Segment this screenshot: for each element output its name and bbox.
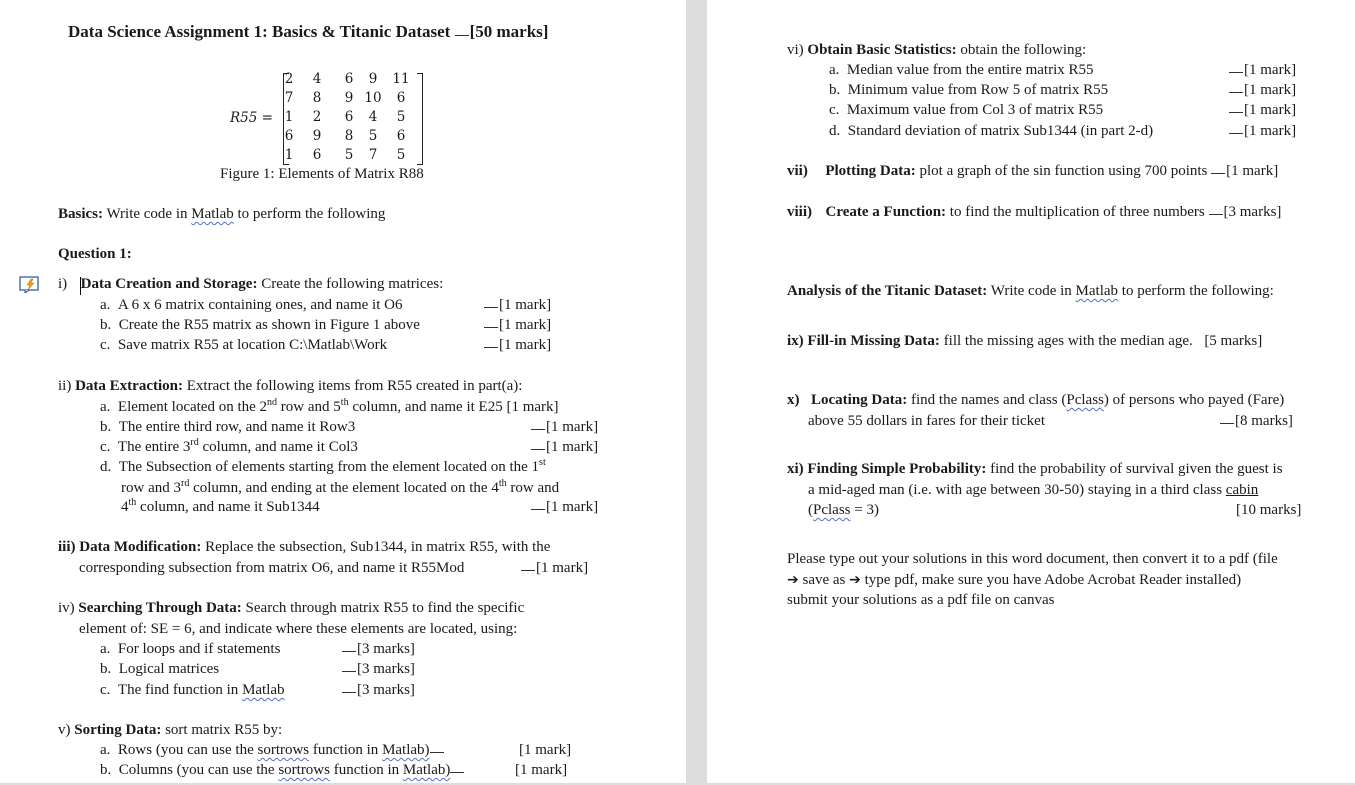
question-heading: Question 1: (58, 246, 132, 262)
item-letter: a. (100, 641, 111, 657)
question-text: fill the missing ages with the median age. (943, 333, 1193, 349)
item-mark: [1 mark] (484, 295, 551, 315)
question-number: ii) (58, 378, 72, 394)
question-text (808, 500, 879, 520)
titanic-label: Analysis of the Titanic Dataset: (787, 283, 988, 299)
question-text: Search through matrix R55 to find the specific (245, 600, 525, 616)
item-text: Rows (you can use the (117, 742, 254, 758)
submission-text: submit your solutions as a pdf file on canvas (787, 592, 1055, 608)
spell-flag-pclass: Pclass (1066, 392, 1104, 408)
item-letter: b. (829, 82, 841, 98)
question-viii (787, 202, 1281, 222)
question-v (58, 720, 282, 740)
title-marks: [50 marks] (455, 22, 549, 42)
item-letter: b. (100, 317, 112, 333)
question-text: plot a graph of the sin function using 700 points (919, 163, 1208, 179)
titanic-text: to perform the following: (1121, 283, 1274, 299)
title-text: Data Science Assignment 1: Basics & Titanic Dataset (68, 22, 451, 41)
spell-flag-matlab: Matlab (1075, 283, 1119, 299)
matrix-r55 (283, 71, 423, 167)
item-text: Columns (you can use the (118, 762, 275, 778)
list-item-continued (121, 497, 320, 517)
spell-flag-matlab: Matlab (191, 206, 234, 222)
item-text: row and 3 (121, 480, 181, 496)
matrix-cell: 6 (396, 90, 406, 106)
document-page-right (707, 0, 1355, 783)
question-text: obtain the following: (960, 42, 1087, 58)
question-text: sort matrix R55 by: (165, 722, 283, 738)
question-label: Finding Simple Probability: (807, 461, 987, 477)
item-mark: [1 mark] (531, 417, 598, 437)
matrix-row (283, 128, 423, 148)
list-item (100, 639, 280, 659)
matrix-cell: 5 (396, 147, 406, 163)
item-letter: b. (100, 419, 112, 435)
question-xi (787, 459, 1283, 479)
question-number: x) (787, 392, 800, 408)
item-text: A 6 x 6 matrix containing ones, and name it O6 (117, 297, 403, 313)
item-text: Element located on the 2 (117, 399, 268, 415)
matrix-cell: 6 (396, 128, 406, 144)
question-label: Obtain Basic Statistics: (807, 42, 957, 58)
item-mark: [5 marks] (1204, 333, 1263, 349)
item-mark: [3 marks] (342, 680, 415, 700)
item-text: column, and name it Sub1344 (136, 499, 320, 515)
question-text: above 55 dollars in fares for their ticket (808, 413, 1045, 429)
item-text: Logical matrices (118, 661, 220, 677)
titanic-intro (787, 281, 1274, 301)
list-item (100, 295, 402, 315)
matrix-cell: 5 (368, 128, 378, 144)
question-iii (58, 537, 550, 557)
item-text: function in (312, 742, 379, 758)
superscript: th (128, 497, 137, 508)
item-letter: b. (100, 762, 112, 778)
list-item (829, 121, 1153, 141)
matrix-cell: 6 (344, 109, 354, 125)
item-text: row and 5 (277, 399, 341, 415)
item-text: Create the R55 matrix as shown in Figure 1 above (118, 317, 420, 333)
question-number: v) (58, 722, 71, 738)
item-mark: [1 mark] (1229, 80, 1296, 100)
item-text: column, and name it Col3 (198, 439, 358, 455)
matrix-cell: 9 (344, 90, 354, 106)
question-label: Sorting Data: (74, 722, 162, 738)
list-item (100, 397, 559, 417)
superscript: st (539, 457, 546, 468)
assignment-title (68, 22, 548, 42)
matrix-cell: 1 (284, 109, 294, 125)
question-text: ) of persons who payed (Fare) (1103, 392, 1285, 408)
item-mark: [1 mark] (521, 558, 588, 578)
item-mark: [10 marks] (1236, 502, 1302, 518)
comment-icon[interactable] (19, 276, 39, 293)
submission-text (787, 570, 1241, 590)
spell-flag-matlab: Matlab (242, 682, 285, 698)
question-label: Data Creation and Storage: (80, 276, 258, 292)
list-item (100, 659, 219, 679)
question-label: Data Extraction: (75, 378, 183, 394)
item-letter: b. (100, 661, 112, 677)
question-text: Extract the following items from R55 created in part(a): (186, 378, 523, 394)
question-label: Locating Data: (811, 392, 908, 408)
item-mark: [1 mark] (1211, 161, 1278, 181)
item-mark: [3 marks] (1209, 202, 1282, 222)
question-label: Data Modification: (79, 539, 202, 555)
list-item (100, 740, 444, 760)
item-letter: a. (829, 62, 840, 78)
spell-flag-sortrows: sortrows (278, 762, 330, 778)
question-vi (787, 40, 1086, 60)
question-label: Plotting Data: (825, 163, 916, 179)
list-item (100, 417, 355, 437)
underlined-word: cabin (1225, 482, 1259, 498)
question-label: Create a Function: (825, 204, 947, 220)
item-mark: [1 mark] (484, 315, 551, 335)
matrix-cell: 2 (312, 109, 322, 125)
question-number: ix) (787, 333, 804, 349)
item-mark: [3 marks] (342, 639, 415, 659)
item-text: row and (506, 480, 560, 496)
question-number: xi) (787, 461, 804, 477)
item-mark: [1 mark] (1229, 121, 1296, 141)
item-mark: [1 mark] (1229, 60, 1296, 80)
matrix-cell: 8 (344, 128, 354, 144)
list-item (100, 315, 420, 335)
question-label: Searching Through Data: (78, 600, 242, 616)
matrix-cell: 6 (284, 128, 294, 144)
matrix-cell: 6 (344, 71, 354, 87)
list-item (829, 80, 1108, 100)
matrix-cell: 4 (368, 109, 378, 125)
superscript: rd (181, 478, 190, 489)
question-number: vi) (787, 42, 804, 58)
list-item (100, 437, 358, 457)
spell-flag-pclass: Pclass (813, 502, 851, 518)
item-text: For loops and if statements (117, 641, 281, 657)
item-mark: [1 mark] (1229, 100, 1296, 120)
item-letter: d. (100, 459, 112, 475)
question-iv (58, 598, 524, 618)
item-letter: d. (829, 123, 841, 139)
matrix-cell: 10 (364, 90, 382, 106)
matrix-row (283, 90, 423, 110)
question-ii (58, 376, 522, 396)
item-letter: c. (100, 682, 111, 698)
basics-label: Basics: (58, 206, 103, 222)
list-item (100, 680, 285, 700)
arrow-right-icon: ➔ (849, 572, 861, 588)
question-number: vii) (787, 163, 808, 179)
question-text: element of: SE = 6, and indicate where these elements are located, using: (79, 621, 518, 637)
matrix-cell: 1 (284, 147, 294, 163)
question-number: i) (58, 276, 68, 292)
matrix-row (283, 71, 423, 91)
basics-text: Write code in (106, 206, 188, 222)
question-number: iii) (58, 539, 76, 555)
item-letter: a. (100, 742, 111, 758)
list-item (100, 335, 387, 355)
basics-intro (58, 204, 385, 224)
item-text: The entire third row, and name it Row3 (118, 419, 356, 435)
item-mark: [1 mark] (531, 497, 598, 517)
item-text: column, and ending at the element located on the 4 (189, 480, 499, 496)
matrix-cell: 5 (396, 109, 406, 125)
question-number: iv) (58, 600, 75, 616)
question-x (787, 390, 1284, 410)
list-item-continued (121, 478, 559, 498)
matrix-cell: 11 (392, 71, 410, 87)
item-text: The entire 3 (117, 439, 191, 455)
item-letter: a. (100, 399, 111, 415)
matrix-row (283, 109, 423, 129)
item-letter: c. (100, 337, 111, 353)
submission-text: Please type out your solutions in this word document, then convert it to a pdf (file (787, 551, 1278, 567)
question-text: to find the multiplication of three numbers (949, 204, 1205, 220)
item-mark: [1 mark] (515, 762, 568, 778)
spell-flag-matlab: Matlab) (402, 762, 451, 778)
item-mark: [1 mark] (531, 437, 598, 457)
item-text: 4 (121, 499, 129, 515)
matrix-cell: 9 (312, 128, 322, 144)
item-text: Minimum value from Row 5 of matrix R55 (847, 82, 1109, 98)
underline-gap (430, 752, 444, 753)
underline-gap (450, 772, 464, 773)
matrix-cell: 8 (312, 90, 322, 106)
question-text: find the names and class ( (911, 392, 1067, 408)
list-item (100, 760, 464, 780)
matrix-cell: 9 (368, 71, 378, 87)
question-text: Replace the subsection, Sub1344, in matrix R55, with the (205, 539, 551, 555)
question-number: viii) (787, 204, 812, 220)
question-text: Create the following matrices: (261, 276, 444, 292)
question-label: Fill-in Missing Data: (807, 333, 940, 349)
spell-flag-sortrows: sortrows (257, 742, 310, 758)
text-cursor (80, 277, 81, 295)
submission-text: save as (802, 572, 846, 588)
superscript: th (340, 397, 349, 408)
matrix-cell: 2 (284, 71, 294, 87)
item-text: The Subsection of elements starting from the element located on the 1 (118, 459, 540, 475)
spell-flag-matlab: Matlab) (382, 742, 430, 758)
item-letter: a. (100, 297, 111, 313)
item-text: column, and name it E25 [1 mark] (348, 399, 559, 415)
question-text: corresponding subsection from matrix O6, and name it R55Mod (79, 560, 465, 576)
matrix-cell: 5 (344, 147, 354, 163)
question-text: a mid-aged man (i.e. with age between 30-50) staying in a third class (808, 482, 1223, 498)
arrow-right-icon: ➔ (787, 572, 799, 588)
item-mark: [1 mark] (519, 742, 572, 758)
question-text: find the probability of survival given the guest is (990, 461, 1283, 477)
superscript: nd (267, 397, 278, 408)
question-vii (787, 161, 1278, 181)
item-mark: [3 marks] (342, 659, 415, 679)
question-text: ( (808, 502, 813, 518)
question-text (808, 480, 1258, 500)
item-mark: [8 marks] (1220, 411, 1293, 431)
list-item (829, 100, 1103, 120)
item-mark: [1 mark] (484, 335, 551, 355)
matrix-label: R55 = (230, 110, 273, 126)
superscript: rd (190, 437, 199, 448)
item-text: Save matrix R55 at location C:\Matlab\Work (117, 337, 388, 353)
question-text: = 3) (850, 502, 879, 518)
item-text: Median value from the entire matrix R55 (846, 62, 1094, 78)
matrix-cell: 7 (284, 90, 294, 106)
figure-caption: Figure 1: Elements of Matrix R88 (220, 166, 424, 182)
question-i (58, 274, 443, 294)
matrix-cell: 4 (312, 71, 322, 87)
question-ix (787, 331, 1262, 351)
titanic-text: Write code in (990, 283, 1072, 299)
superscript: th (498, 478, 507, 489)
list-item (829, 60, 1094, 80)
matrix-cell: 6 (312, 147, 322, 163)
item-letter: c. (829, 102, 840, 118)
item-text: The find function in (117, 682, 239, 698)
matrix-cell: 7 (368, 147, 378, 163)
submission-text: type pdf, make sure you have Adobe Acrobat Reader installed) (864, 572, 1242, 588)
item-text: Standard deviation of matrix Sub1344 (in part 2-d) (847, 123, 1154, 139)
list-item (100, 457, 546, 477)
item-text: function in (333, 762, 400, 778)
basics-text: to perform the following (237, 206, 386, 222)
item-letter: c. (100, 439, 111, 455)
item-text: Maximum value from Col 3 of matrix R55 (846, 102, 1104, 118)
